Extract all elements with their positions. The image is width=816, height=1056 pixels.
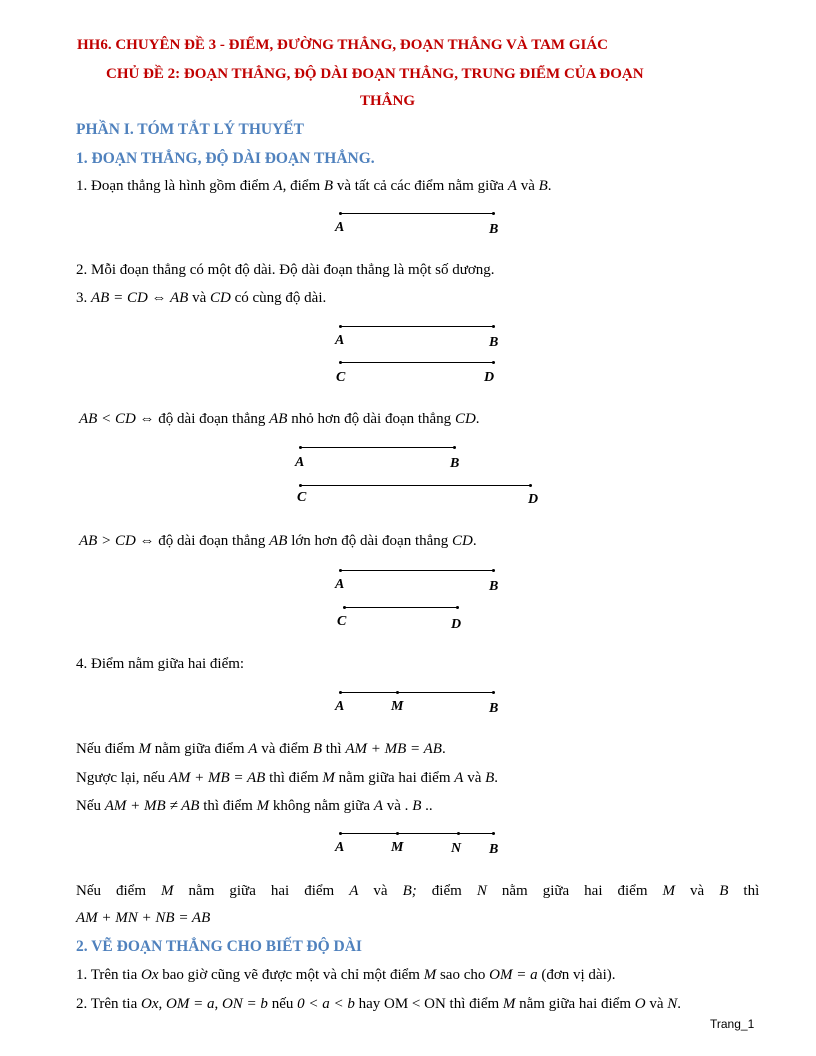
point-c <box>343 606 346 609</box>
paragraph-8: Ngược lại, nếu AM + MB = AB thì điểm M nằm giữa hai điểm A và B. <box>76 770 499 786</box>
point-b <box>492 325 495 328</box>
label-a: A <box>335 333 345 348</box>
point-c <box>339 361 342 364</box>
label-d: D <box>484 370 495 385</box>
paragraph-9: Nếu AM + MB ≠ AB thì điểm M không nằm giữa A và . B .. <box>76 798 433 814</box>
label-a: A <box>295 455 305 470</box>
label-a: A <box>335 840 345 855</box>
segment-ab <box>340 570 494 571</box>
paragraph-12: 2. Trên tia Ox, OM = a, ON = b nếu 0 < a < b hay OM < ON thì điểm M nằm giữa hai điểm O và N. <box>76 996 682 1012</box>
label-b: B <box>489 842 499 857</box>
point-a <box>339 212 342 215</box>
point-d <box>492 361 495 364</box>
label-b: B <box>489 222 499 237</box>
point-b <box>453 446 456 449</box>
paragraph-11: 1. Trên tia Ox bao giờ cũng vẽ được một và chỉ một điểm M sao cho OM = a (đơn vị dài). <box>76 967 616 983</box>
label-b: B <box>489 335 499 350</box>
paragraph-3: 3. AB = CD ⇔ AB và CD có cùng độ dài. <box>76 290 327 306</box>
doc-title-line2: CHỦ ĐỀ 2: ĐOẠN THẲNG, ĐỘ DÀI ĐOẠN THẲNG, TRUNG ĐIỂM CỦA ĐOẠN <box>106 66 644 82</box>
point-b <box>492 569 495 572</box>
segment-cd <box>340 362 494 363</box>
point-m <box>396 691 399 694</box>
label-a: A <box>335 220 345 235</box>
part1-heading: PHẦN I. TÓM TẮT LÝ THUYẾT <box>76 121 304 138</box>
section2-heading: 2. VẼ ĐOẠN THẲNG CHO BIẾT ĐỘ DÀI <box>76 938 362 955</box>
doc-title-line3: THẲNG <box>360 93 416 109</box>
label-a: A <box>335 577 345 592</box>
segment-cd <box>344 607 458 608</box>
point-a <box>299 446 302 449</box>
label-m: M <box>391 699 404 714</box>
paragraph-5: AB > CD ⇔ độ dài đoạn thẳng AB lớn hơn độ dài đoạn thẳng CD. <box>79 533 477 549</box>
label-n: N <box>451 841 462 856</box>
point-a <box>339 832 342 835</box>
paragraph-2: 2. Mỗi đoạn thẳng có một độ dài. Độ dài đoạn thẳng là một số dương. <box>76 262 495 278</box>
segment-ab <box>340 213 494 214</box>
paragraph-7: Nếu điểm M nằm giữa điểm A và điểm B thì AM + MB = AB. <box>76 741 446 757</box>
label-c: C <box>336 370 346 385</box>
label-b: B <box>489 579 499 594</box>
segment-ab <box>340 326 494 327</box>
paragraph-6: 4. Điểm nằm giữa hai điểm: <box>76 656 245 672</box>
point-d <box>529 484 532 487</box>
paragraph-1: 1. Đoạn thẳng là hình gồm điểm A, điểm B và tất cả các điểm nằm giữa A và B. <box>76 178 552 194</box>
point-b <box>492 691 495 694</box>
point-b <box>492 832 495 835</box>
point-a <box>339 569 342 572</box>
point-n <box>457 832 460 835</box>
point-b <box>492 212 495 215</box>
label-c: C <box>297 490 307 505</box>
point-c <box>299 484 302 487</box>
point-a <box>339 691 342 694</box>
label-d: D <box>451 617 462 632</box>
label-b: B <box>489 701 499 716</box>
segment-ab <box>340 833 494 834</box>
point-d <box>456 606 459 609</box>
label-m: M <box>391 840 404 855</box>
segment-ab <box>340 692 494 693</box>
point-a <box>339 325 342 328</box>
point-m <box>396 832 399 835</box>
page-footer: Trang_1 <box>710 1017 755 1031</box>
label-a: A <box>335 699 345 714</box>
label-c: C <box>337 614 347 629</box>
label-b: B <box>450 456 460 471</box>
section1-heading: 1. ĐOẠN THẲNG, ĐỘ DÀI ĐOẠN THẲNG. <box>76 150 375 167</box>
doc-title-line1: HH6. CHUYÊN ĐỀ 3 - ĐIỂM, ĐƯỜNG THẲNG, ĐOẠN THẲNG VÀ TAM GIÁC <box>77 37 608 53</box>
paragraph-4: AB < CD ⇔ độ dài đoạn thẳng AB nhỏ hơn độ dài đoạn thẳng CD. <box>79 411 480 427</box>
segment-cd <box>300 485 531 486</box>
paragraph-10: Nếu điểm M nằm giữa hai điểm A và B; điểm N nằm giữa hai điểm M và B thì <box>76 883 760 899</box>
segment-ab <box>300 447 455 448</box>
formula-amnb: AM + MN + NB = AB <box>76 910 211 926</box>
label-d: D <box>528 492 539 507</box>
